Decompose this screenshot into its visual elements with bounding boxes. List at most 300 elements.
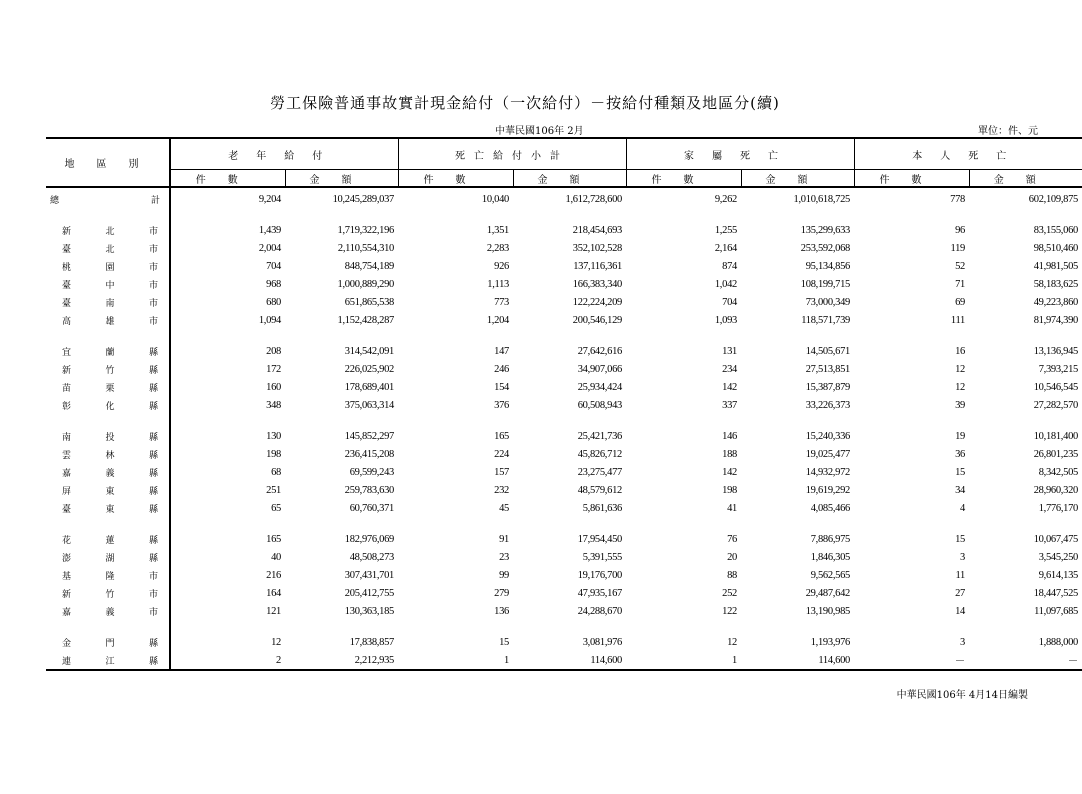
region-char: 縣 [148,486,158,497]
count-cell: 198 [722,484,737,496]
region-char: 縣 [148,468,158,479]
region-name-chars [62,533,158,546]
table-row [46,342,1082,360]
amount-cell: 73,000,349 [805,296,850,308]
spacer-row [46,620,1082,633]
amount-cell: 108,199,715 [800,278,850,290]
count-cell: 376 [494,399,509,411]
region-char: 市 [148,226,158,237]
count-cell: 2,164 [714,242,737,254]
region-char: 新 [62,365,72,376]
region-header: 地區別 [46,138,170,187]
region-char: 市 [148,589,158,600]
amount-cell: 24,288,670 [577,605,622,617]
region-name-chars [62,314,158,327]
amount-cell: 9,614,135 [1038,569,1078,581]
region-char: 臺 [62,504,72,515]
count-cell: 157 [494,466,509,478]
region-char: 嘉 [62,607,72,618]
amount-cell: 205,412,755 [344,587,394,599]
amount-cell: － [969,651,1082,670]
region-char: 臺 [62,280,72,291]
count-cell: 147 [494,345,509,357]
region-char: 縣 [148,535,158,546]
amount-cell: 48,579,612 [577,484,622,496]
amount-cell: 3,081,976 [582,636,622,648]
count-cell: 99 [499,569,509,581]
region-name-chars [62,260,158,273]
count-cell: 88 [727,569,737,581]
amount-cell: 651,865,538 [344,296,394,308]
region-char: 北 [105,226,115,237]
region-char: 園 [105,262,115,273]
region-char: 縣 [148,553,158,564]
table-row [46,530,1082,548]
count-cell: 968 [266,278,281,290]
region-char: 蘭 [105,347,115,358]
region-char: 計 [150,195,160,206]
region-char: 市 [148,316,158,327]
amount-cell: 1,888,000 [1038,636,1078,648]
spacer-cell [170,517,1082,530]
count-cell: 874 [722,260,737,272]
region-char: 市 [148,262,158,273]
spacer-row [46,208,1082,221]
count-cell: 65 [271,502,281,514]
amount-cell: 10,245,289,037 [332,193,394,205]
amount-cell: 1,193,976 [810,636,850,648]
count-cell: 704 [722,296,737,308]
amount-cell: 18,447,525 [1033,587,1078,599]
region-name [46,239,170,257]
region-name-chars [62,242,158,255]
amount-cell: 114,600 [741,651,854,670]
spacer-cell [46,620,170,633]
amount-cell: 1,152,428,287 [337,314,394,326]
region-name-chars [62,502,158,515]
amount-cell: 33,226,373 [805,399,850,411]
count-cell: 1,204 [486,314,509,326]
region-char: 市 [148,607,158,618]
amount-cell: 137,116,361 [573,260,622,272]
table-row [46,633,1082,651]
region-char: 縣 [148,347,158,358]
amount-cell: 1,010,618,725 [793,193,850,205]
region-name-chars [62,363,158,376]
region-name-chars [62,654,158,667]
count-cell: 4 [960,502,965,514]
amount-cell: 15,240,336 [805,430,850,442]
spacer-cell [170,414,1082,427]
count-cell: 224 [494,448,509,460]
count-cell: 15 [499,636,509,648]
amount-cell: 848,754,189 [344,260,394,272]
amount-cell: 11,097,685 [1034,605,1078,617]
region-name [46,257,170,275]
amount-cell: 17,838,857 [349,636,394,648]
count-cell: 15 [955,533,965,545]
count-cell: 19 [955,430,965,442]
count-cell: 160 [266,381,281,393]
region-char: 屏 [62,486,72,497]
amount-cell: 14,932,972 [805,466,850,478]
region-char: 縣 [148,365,158,376]
region-char: 縣 [148,656,158,667]
region-name-chars [62,605,158,618]
count-cell: 279 [494,587,509,599]
count-cell: 91 [499,533,509,545]
count-cell: 41 [727,502,737,514]
amount-cell: 314,542,091 [344,345,394,357]
count-cell: 208 [266,345,281,357]
count-cell: 1,255 [714,224,737,236]
count-cell: 12 [727,636,737,648]
count-cell: 234 [722,363,737,375]
region-name-chars [62,636,158,649]
amount-cell: 81,974,390 [1033,314,1078,326]
region-char: 義 [105,607,115,618]
amount-cell: 3,545,250 [1038,551,1078,563]
region-name [46,293,170,311]
table-row [46,427,1082,445]
group-header-death-subtotal: 死亡給付小計 [398,138,626,170]
count-cell: 926 [494,260,509,272]
table-row [46,360,1082,378]
count-cell: 198 [266,448,281,460]
amount-cell: 130,363,185 [344,605,394,617]
count-cell: 1 [398,651,513,670]
amount-cell: 1,612,728,600 [565,193,622,205]
region-char: 新 [62,226,72,237]
region-name [46,221,170,239]
region-name [46,463,170,481]
amount-header: 金額 [969,170,1082,188]
amount-cell: 178,689,401 [344,381,394,393]
table-row [46,651,1082,670]
region-char: 市 [148,298,158,309]
amount-cell: 13,136,945 [1033,345,1078,357]
table-row [46,584,1082,602]
region-char: 市 [148,571,158,582]
amount-cell: 95,134,856 [805,260,850,272]
count-cell: 680 [266,296,281,308]
count-cell: 12 [271,636,281,648]
spacer-row [46,414,1082,427]
region-char: 縣 [148,450,158,461]
amount-cell: 2,212,935 [285,651,398,670]
spacer-row [46,329,1082,342]
count-cell: 12 [955,363,965,375]
count-cell: 337 [722,399,737,411]
region-char: 市 [148,244,158,255]
region-char: 臺 [62,244,72,255]
count-cell: 773 [494,296,509,308]
region-char: 縣 [148,401,158,412]
amount-cell: 182,976,069 [344,533,394,545]
count-cell: 1,093 [714,314,737,326]
amount-cell: 226,025,902 [344,363,394,375]
count-cell: 52 [955,260,965,272]
region-name-chars [62,587,158,600]
region-name [46,651,170,670]
amount-cell: 27,513,851 [805,363,850,375]
region-name [46,427,170,445]
region-char: 投 [105,432,115,443]
count-cell: 165 [266,533,281,545]
region-name [46,342,170,360]
count-cell: 142 [722,466,737,478]
count-cell: 188 [722,448,737,460]
amount-cell: 34,907,066 [577,363,622,375]
count-cell: 10,040 [481,193,509,205]
amount-cell: 10,546,545 [1033,381,1078,393]
region-char: 南 [105,298,115,309]
amount-cell: 122,224,209 [572,296,622,308]
table-row [46,275,1082,293]
region-name-chars [62,345,158,358]
amount-cell: 200,546,129 [572,314,622,326]
amount-cell: 1,776,170 [1038,502,1078,514]
count-cell: 23 [499,551,509,563]
spacer-cell [46,414,170,427]
amount-cell: 1,000,889,290 [337,278,394,290]
count-cell: 164 [266,587,281,599]
table-row [46,257,1082,275]
amount-cell: 27,642,616 [577,345,622,357]
region-char: 林 [105,450,115,461]
amount-cell: 10,067,475 [1033,533,1078,545]
amount-header: 金額 [513,170,626,188]
count-cell: 11 [955,569,965,581]
amount-cell: 19,176,700 [577,569,622,581]
region-char: 連 [62,656,72,667]
region-name [46,187,170,208]
table-row [46,548,1082,566]
amount-cell: 49,223,860 [1033,296,1078,308]
amount-cell: 47,935,167 [577,587,622,599]
count-cell: 1,113 [487,278,509,290]
count-cell: 130 [266,430,281,442]
count-cell: 1,094 [258,314,281,326]
amount-cell: 83,155,060 [1033,224,1078,236]
count-cell: 15 [955,466,965,478]
region-char: 總 [50,195,60,206]
amount-cell: 259,783,630 [344,484,394,496]
region-name [46,566,170,584]
count-cell: 40 [271,551,281,563]
region-char: 南 [62,432,72,443]
region-name [46,311,170,329]
region-name-chars [62,484,158,497]
amount-cell: 8,342,505 [1038,466,1078,478]
count-cell: 1,351 [486,224,509,236]
region-char: 花 [62,535,72,546]
table-row [46,566,1082,584]
amount-cell: 60,760,371 [349,502,394,514]
amount-cell: 41,981,505 [1033,260,1078,272]
table-row [46,396,1082,414]
amount-cell: 9,562,565 [810,569,850,581]
count-cell: 111 [950,314,965,326]
count-cell: 154 [494,381,509,393]
region-name-chars [50,193,160,206]
count-cell: 20 [727,551,737,563]
count-cell: 16 [955,345,965,357]
amount-cell: 19,619,292 [805,484,850,496]
region-char: 縣 [148,383,158,394]
amount-cell: 602,109,875 [1028,193,1078,205]
count-cell: 76 [727,533,737,545]
amount-cell: 45,826,712 [577,448,622,460]
region-char: 澎 [62,553,72,564]
region-char: 竹 [105,365,115,376]
amount-cell: 1,719,322,196 [337,224,394,236]
amount-cell: 29,487,642 [805,587,850,599]
count-cell: 39 [955,399,965,411]
count-header: 件數 [398,170,513,188]
amount-cell: 145,852,297 [344,430,394,442]
region-char: 金 [62,638,72,649]
table-row [46,239,1082,257]
region-name-chars [62,381,158,394]
count-cell: 146 [722,430,737,442]
table-body [46,187,1082,670]
amount-cell: 7,886,975 [810,533,850,545]
region-char: 義 [105,468,115,479]
region-char: 縣 [148,504,158,515]
spacer-cell [170,620,1082,633]
count-cell: 1 [626,651,741,670]
region-char: 彰 [62,401,72,412]
count-cell: 96 [955,224,965,236]
count-cell: － [854,651,969,670]
count-cell: 232 [494,484,509,496]
region-char: 雲 [62,450,72,461]
count-cell: 172 [266,363,281,375]
table-row [46,499,1082,517]
region-char: 臺 [62,298,72,309]
count-header: 件數 [170,170,285,188]
region-char: 雄 [105,316,115,327]
count-cell: 142 [722,381,737,393]
amount-cell: 58,183,625 [1033,278,1078,290]
count-cell: 348 [266,399,281,411]
region-char: 宜 [62,347,72,358]
amount-cell: 69,599,243 [349,466,394,478]
count-cell: 131 [722,345,737,357]
amount-cell: 118,571,739 [801,314,850,326]
region-name-chars [62,569,158,582]
total-row [46,187,1082,208]
count-cell: 12 [955,381,965,393]
count-cell: 121 [266,605,281,617]
count-cell: 14 [955,605,965,617]
count-cell: 71 [955,278,965,290]
region-char: 蓮 [105,535,115,546]
region-char: 江 [105,656,115,667]
region-name-chars [62,399,158,412]
amount-cell: 25,934,424 [577,381,622,393]
amount-cell: 98,510,460 [1033,242,1078,254]
count-cell: 69 [955,296,965,308]
spacer-cell [46,329,170,342]
region-name [46,481,170,499]
amount-cell: 7,393,215 [1038,363,1078,375]
region-name [46,360,170,378]
region-name [46,530,170,548]
amount-cell: 135,299,633 [800,224,850,236]
table-row [46,311,1082,329]
amount-cell: 236,415,208 [344,448,394,460]
amount-cell: 218,454,693 [572,224,622,236]
count-cell: 246 [494,363,509,375]
region-name [46,602,170,620]
spacer-cell [46,208,170,221]
table-row [46,481,1082,499]
count-cell: 252 [722,587,737,599]
region-name [46,275,170,293]
amount-cell: 13,190,985 [805,605,850,617]
count-cell: 68 [271,466,281,478]
count-cell: 216 [266,569,281,581]
region-char: 縣 [148,432,158,443]
amount-cell: 166,383,340 [572,278,622,290]
region-name [46,396,170,414]
count-cell: 122 [722,605,737,617]
amount-cell: 15,387,879 [805,381,850,393]
group-header-self-death: 本人死亡 [854,138,1082,170]
region-char: 隆 [105,571,115,582]
count-cell: 1,042 [714,278,737,290]
statistics-table [46,137,1082,671]
count-cell: 3 [960,551,965,563]
amount-cell: 5,391,555 [582,551,622,563]
region-name-chars [62,296,158,309]
count-cell: 1,439 [258,224,281,236]
table-row [46,602,1082,620]
table-row [46,293,1082,311]
region-name [46,584,170,602]
region-name [46,445,170,463]
region-char: 縣 [148,638,158,649]
count-cell: 45 [499,502,509,514]
count-header: 件數 [854,170,969,188]
region-char: 苗 [62,383,72,394]
region-name-chars [62,448,158,461]
amount-cell: 26,801,235 [1033,448,1078,460]
region-char: 基 [62,571,72,582]
amount-cell: 28,960,320 [1033,484,1078,496]
region-char: 中 [105,280,115,291]
count-cell: 34 [955,484,965,496]
region-name-chars [62,551,158,564]
region-char: 新 [62,589,72,600]
count-cell: 2,283 [486,242,509,254]
count-cell: 251 [266,484,281,496]
region-name [46,499,170,517]
amount-cell: 60,508,943 [577,399,622,411]
amount-cell: 352,102,528 [572,242,622,254]
count-cell: 2 [170,651,285,670]
amount-cell: 25,421,736 [577,430,622,442]
region-char: 桃 [62,262,72,273]
table-row [46,445,1082,463]
report-title: 勞工保險普通事故實計現金給付（一次給付）－按給付種類及地區分(續) [270,94,780,112]
region-name [46,548,170,566]
amount-cell: 23,275,477 [577,466,622,478]
region-name [46,378,170,396]
count-cell: 2,004 [258,242,281,254]
